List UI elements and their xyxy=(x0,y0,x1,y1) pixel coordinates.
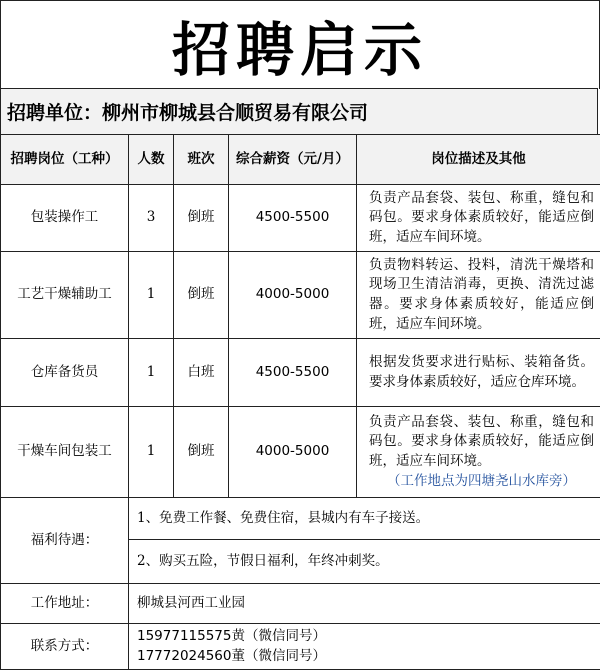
job-shift: 倒班 xyxy=(174,252,229,339)
job-description-cell xyxy=(357,407,600,498)
address-row xyxy=(1,584,600,624)
header-position: 招聘岗位（工种） xyxy=(1,135,129,185)
contact-label: 联系方式： xyxy=(1,624,129,670)
table-row xyxy=(1,339,600,407)
job-description: 负责物料转运、投料，清洗干燥塔和现场卫生清洁消毒，更换、清洗过滤器。要求身体素质较好，能适应倒班，适应车间环境。 xyxy=(357,252,600,339)
welfare-item: 2、购买五险，节假日福利，年终冲刺奖。 xyxy=(129,540,600,584)
job-count: 1 xyxy=(129,407,174,498)
job-description: 负责产品套袋、装包、称重，缝包和码包。要求身体素质较好，能适应倒班，适应车间环境。 xyxy=(369,413,594,469)
job-shift: 白班 xyxy=(174,339,229,407)
table-header-row xyxy=(1,135,600,185)
contact-cell xyxy=(129,624,600,670)
recruitment-table xyxy=(0,134,600,670)
job-shift: 倒班 xyxy=(174,185,229,252)
welfare-label: 福利待遇： xyxy=(1,498,129,584)
job-salary: 4000-5000 xyxy=(229,252,357,339)
welfare-item: 1、免费工作餐、免费住宿，县城内有车子接送。 xyxy=(129,498,600,540)
job-position: 干燥车间包装工 xyxy=(1,407,129,498)
welfare-row-1 xyxy=(1,498,600,540)
job-description: 根据发货要求进行贴标、装箱备货。要求身体素质较好，适应仓库环境。 xyxy=(357,339,600,407)
address-label: 工作地址： xyxy=(1,584,129,624)
header-shift: 班次 xyxy=(174,135,229,185)
job-position: 仓库备货员 xyxy=(1,339,129,407)
job-position: 工艺干燥辅助工 xyxy=(1,252,129,339)
job-count: 1 xyxy=(129,339,174,407)
work-location-note: （工作地点为四塘尧山水库旁） xyxy=(387,472,576,489)
header-description: 岗位描述及其他 xyxy=(357,135,600,185)
page-title: 招聘启示 xyxy=(0,0,600,89)
contact-phone: 17772024560董（微信同号） xyxy=(137,647,326,664)
header-count: 人数 xyxy=(129,135,174,185)
job-salary: 4500-5500 xyxy=(229,185,357,252)
job-shift: 倒班 xyxy=(174,407,229,498)
table-row xyxy=(1,407,600,498)
job-position: 包装操作工 xyxy=(1,185,129,252)
table-row xyxy=(1,185,600,252)
contact-row xyxy=(1,624,600,670)
job-salary: 4500-5500 xyxy=(229,339,357,407)
job-description: 负责产品套袋、装包、称重，缝包和码包。要求身体素质较好，能适应倒班，适应车间环境。 xyxy=(357,185,600,252)
table-row xyxy=(1,252,600,339)
job-count: 3 xyxy=(129,185,174,252)
header-salary: 综合薪资（元/月） xyxy=(229,135,357,185)
contact-phone: 15977115575黄（微信同号） xyxy=(137,627,326,644)
job-salary: 4000-5000 xyxy=(229,407,357,498)
job-count: 1 xyxy=(129,252,174,339)
address-value: 柳城县河西工业园 xyxy=(129,584,600,624)
company-name: 招聘单位：柳州市柳城县合顺贸易有限公司 xyxy=(0,88,598,134)
